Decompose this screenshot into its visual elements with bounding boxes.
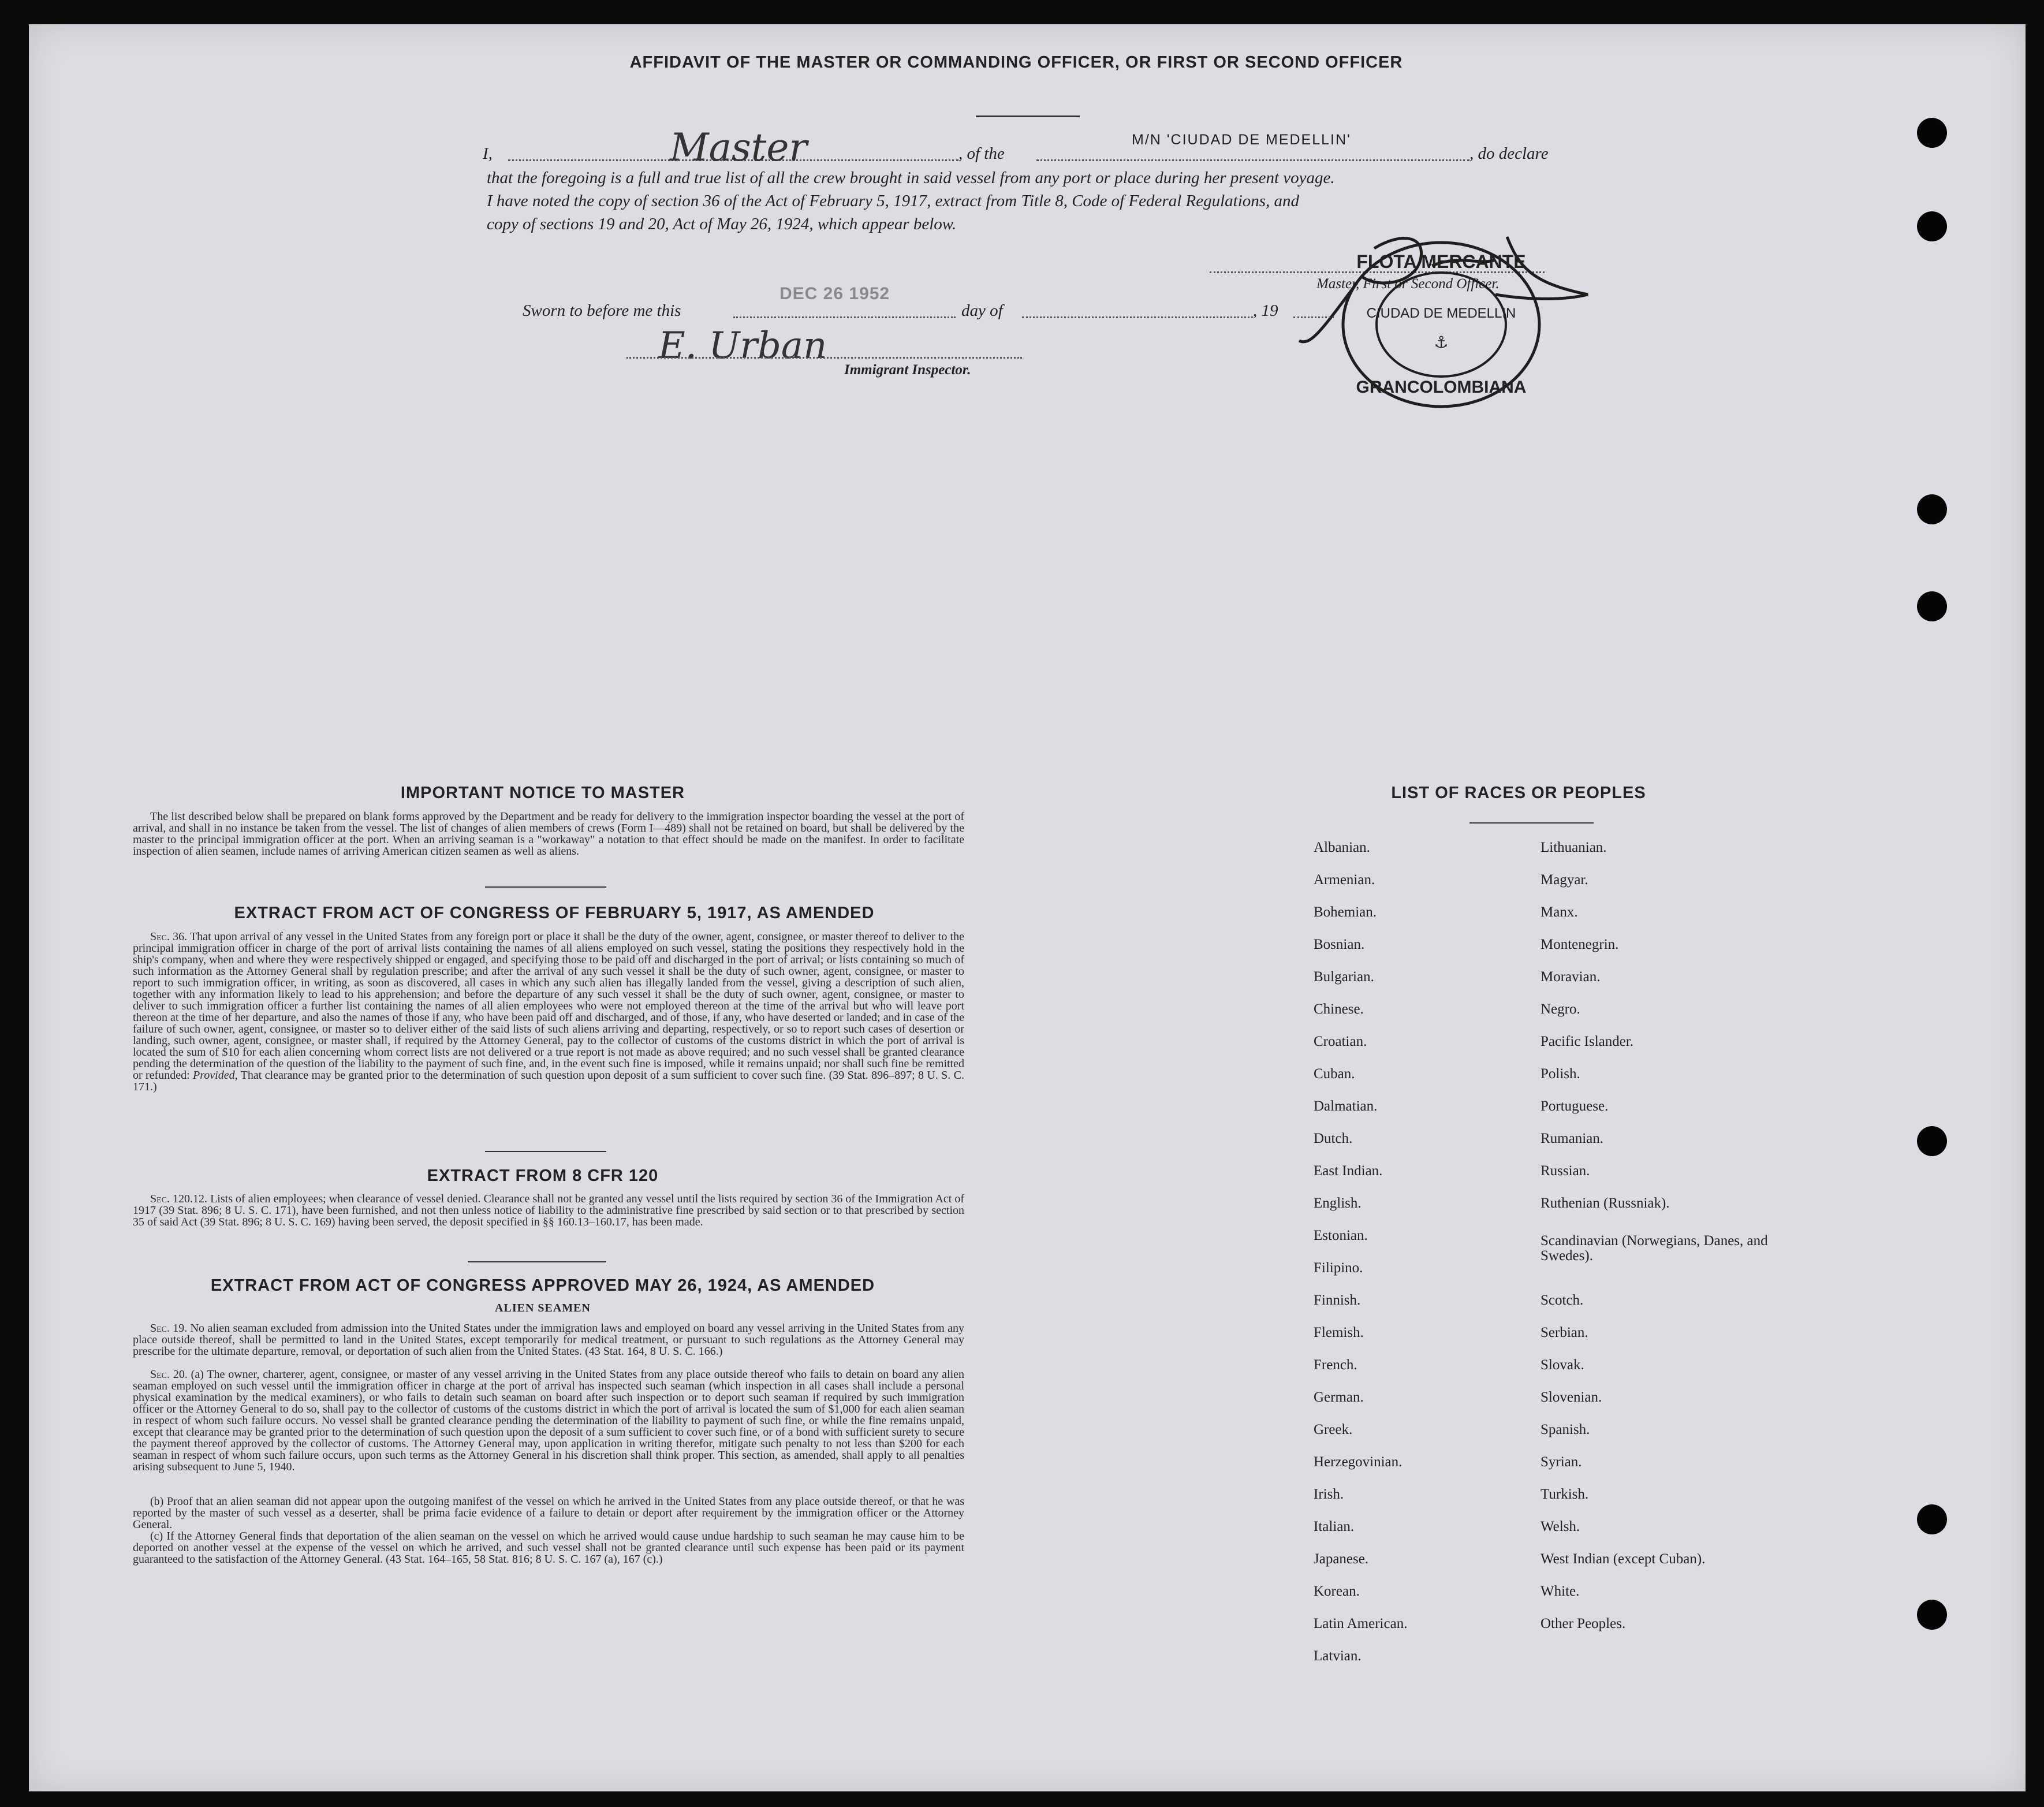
race-item: Syrian.: [1541, 1454, 1582, 1470]
race-item: Armenian.: [1314, 872, 1375, 888]
race-item: Pacific Islander.: [1541, 1034, 1634, 1049]
vessel-line: [1036, 159, 1469, 161]
race-item: Latvian.: [1314, 1648, 1362, 1664]
alien-seamen-subtitle: ALIEN SEAMEN: [495, 1302, 591, 1314]
punch-hole: [1917, 494, 1947, 524]
race-item: Bosnian.: [1314, 937, 1365, 952]
extract2-body: [133, 1193, 964, 1228]
sec20a-text: (a) The owner, charterer, agent, consignee, or master of any vessel arriving in the United States from any place outside thereof who fails to detain on board any alien seaman employed on such vessel until the immigration officer in charge at the port of arrival has inspected such seaman (which inspection in all cases shall include a personal physical examination by the medical examiners), or who fails to detain such seaman on board after such inspection or to deport such seaman if required by such immigration officer or the Attorney General to do so, shall pay to the collector of customs of the customs district in which the port of arrival is located the sum of $1,000 for each alien seaman in respect of whom such failure occurs. No vessel shall be granted clearance pending the determination of the liability to payment of such fine, or while the fine remains unpaid, except that clearance may be granted prior to the determination of such question upon the deposit of a sum sufficient to cover such fine, or of a bond with sufficient surety to secure the payment thereof approved by the collector of customs. The Attorney General may, upon application in writing therefor, mitigate such penalty to not less than $200 for each seaman in respect of whom such failure occurs, upon such terms as the Attorney General in his discretion shall think proper. This section, as amended, shall apply to all penalties arising subsequent to June 5, 1940.: [133, 1368, 965, 1473]
affidavit-of-the: , of the: [958, 144, 1005, 163]
race-item: Greek.: [1314, 1422, 1353, 1437]
race-item: Slovenian.: [1541, 1389, 1602, 1405]
sec20b-text: (b) Proof that an alien seaman did not appear upon the outgoing manifest of the vessel on which he arrived in the United States from any place outside thereof, or that he was reported by the master of such vessel as a deserter, shall be prima facie evidence of a failure to detain or deport after requirement by the immigration officer or the Attorney General.: [133, 1495, 964, 1531]
affidavit-title: AFFIDAVIT OF THE MASTER OR COMMANDING OFFICER, OR FIRST OR SECOND OFFICER: [629, 53, 1403, 72]
race-item: Chinese.: [1314, 1001, 1364, 1017]
extract3-sec20b: [133, 1496, 964, 1530]
affidavit-declare: , do declare: [1469, 144, 1549, 163]
race-item: Bulgarian.: [1314, 969, 1374, 985]
affidavit-line-4: copy of sections 19 and 20, Act of May 26, 1924, which appear below.: [487, 215, 957, 233]
sworn-month-line: [1022, 316, 1253, 318]
race-item: Polish.: [1541, 1066, 1580, 1082]
race-item: Italian.: [1314, 1519, 1355, 1534]
sec19-text: No alien seaman excluded from admission into the United States under the immigration laws and employed on board any vessel arriving in the United States from any place outside thereof, shall be permitted to land in the United States, except temporarily for medical treatment, or pursuant to such regulations as the Attorney General may prescribe for the ultimate departure, removal, or deportation of such alien from the United States. (43 Stat. 164, 8 U. S. C. 166.): [133, 1322, 964, 1358]
extract3-sec19: [133, 1322, 964, 1357]
race-item: Dalmatian.: [1314, 1098, 1378, 1114]
officer-caption: Master, First or Second Officer.: [1316, 276, 1500, 292]
inspector-caption: Immigrant Inspector.: [844, 362, 971, 378]
race-item: Lithuanian.: [1541, 840, 1607, 855]
anchor-icon: ⚓: [1434, 333, 1449, 352]
race-item: Albanian.: [1314, 840, 1370, 855]
extract2-title: EXTRACT FROM 8 CFR 120: [427, 1167, 659, 1185]
sec36-text-end: That clearance may be granted prior to the determination of such question upon deposit of a sum sufficient to cover such fine. (39 Stat. 896–897; 8 U. S. C. 171.): [133, 1069, 965, 1093]
affidavit-line-3: I have noted the copy of section 36 of the Act of February 5, 1917, extract from Title 8, Code of Federal Regulations, and: [487, 192, 1300, 210]
punch-hole: [1917, 118, 1947, 148]
punch-hole: [1917, 211, 1947, 241]
race-item: Rumanian.: [1541, 1131, 1604, 1146]
sec36-proviso: Provided,: [193, 1069, 238, 1082]
sec120-label: Sec. 120.12.: [150, 1193, 208, 1205]
races-divider: [1469, 822, 1594, 824]
race-item: Magyar.: [1541, 872, 1588, 888]
affidavit-line-2: that the foregoing is a full and true list of all the crew brought in said vessel from any port or place during her present voyage.: [487, 169, 1335, 187]
race-item: East Indian.: [1314, 1163, 1383, 1179]
race-item: Turkish.: [1541, 1486, 1589, 1502]
vessel-name: M/N 'CIUDAD DE MEDELLIN': [1132, 132, 1351, 148]
races-title: LIST OF RACES OR PEOPLES: [1391, 784, 1646, 802]
race-item: Filipino.: [1314, 1260, 1363, 1276]
race-item: Croatian.: [1314, 1034, 1367, 1049]
date-stamp: DEC 26 1952: [779, 284, 890, 303]
race-item: Estonian.: [1314, 1228, 1368, 1243]
race-item: Ruthenian (Russniak).: [1541, 1195, 1670, 1211]
notice-body-text: The list described below shall be prepared on blank forms approved by the Department and be ready for delivery to the immigration inspector boarding the vessel at the port of arrival, and shall in no instance be taken from the vessel. The list of changes of alien members of crews (Form I—489) shall not be retained on board, but shall be delivered by the master to the principal immigration officer at the port. When an arriving seaman is a "workaway" a notation to that effect should be made on the manifest. In order to facilitate inspection of alien seamen, include names of arriving American citizen seamen as well as aliens.: [133, 810, 964, 858]
affidavit-i: I,: [483, 144, 493, 163]
seal-top-text: FLOTA MERCANTE: [1356, 251, 1526, 272]
race-item: Welsh.: [1541, 1519, 1580, 1534]
race-item: Herzegovinian.: [1314, 1454, 1403, 1470]
sworn-label: Sworn to before me this: [523, 301, 681, 320]
race-item: Manx.: [1541, 904, 1578, 920]
race-item: Montenegrin.: [1541, 937, 1619, 952]
day-of-label: day of: [961, 301, 1003, 320]
race-item: Irish.: [1314, 1486, 1344, 1502]
race-item: Flemish.: [1314, 1325, 1364, 1340]
seal-middle-text: CIUDAD DE MEDELLIN: [1366, 305, 1516, 321]
extract1-divider: [485, 1151, 606, 1152]
race-item: Russian.: [1541, 1163, 1590, 1179]
sworn-year-line: [1293, 316, 1334, 318]
race-item: Spanish.: [1541, 1422, 1590, 1437]
seal-bottom-text: GRANCOLOMBIANA: [1356, 378, 1527, 397]
extract3-title: EXTRACT FROM ACT OF CONGRESS APPROVED MAY 26, 1924, AS AMENDED: [210, 1276, 875, 1295]
notice-divider: [485, 886, 606, 888]
race-item: Cuban.: [1314, 1066, 1355, 1082]
inspector-signature-text: E. Urban: [658, 325, 827, 367]
notice-title: IMPORTANT NOTICE TO MASTER: [400, 784, 685, 802]
extract2-divider: [468, 1261, 606, 1262]
race-item: West Indian (except Cuban).: [1541, 1551, 1706, 1567]
master-signature: [664, 120, 907, 172]
race-item: Japanese.: [1314, 1551, 1369, 1567]
sec20c-text: (c) If the Attorney General finds that deportation of the alien seaman on the vessel on which he arrived would cause undue hardship to such seaman he may cause him to be deported on another vessel at the expense of the vessel on which he arrived, and such vessel shall not be granted clearance until such expense has been paid or its payment guaranteed to the satisfaction of the Attorney General. (43 Stat. 164–165, 58 Stat. 816; 8 U. S. C. 167 (a), 167 (c).): [133, 1530, 964, 1566]
race-item: Scandinavian (Norwegians, Danes, and Swedes).: [1541, 1233, 1768, 1264]
race-item: Serbian.: [1541, 1325, 1588, 1340]
race-item: English.: [1314, 1195, 1362, 1211]
race-item: Scotch.: [1541, 1292, 1584, 1308]
punch-hole: [1917, 1600, 1947, 1630]
company-seal: [1338, 238, 1546, 411]
race-item: Moravian.: [1541, 969, 1601, 985]
race-item: Bohemian.: [1314, 904, 1377, 920]
race-item: White.: [1541, 1584, 1580, 1599]
race-item: Other Peoples.: [1541, 1616, 1626, 1631]
race-item: Latin American.: [1314, 1616, 1408, 1631]
race-item: Finnish.: [1314, 1292, 1361, 1308]
year-label: , 19: [1253, 301, 1278, 320]
punch-hole: [1917, 1126, 1947, 1156]
punch-hole: [1917, 591, 1947, 621]
punch-hole: [1917, 1504, 1947, 1534]
inspector-line: [626, 357, 1022, 359]
race-item: Negro.: [1541, 1001, 1580, 1017]
sec120-text: Lists of alien employees; when clearance of vessel denied. Clearance shall not be granted any vessel until the lists required by section 36 of the Immigration Act of 1917 (39 Stat. 896; 8 U. S. C. 171), have been furnished, and not then unless notice of liability to the administrative fine prescribed by said section or to that prescribed by section 35 of said Act (39 Stat. 896; 8 U. S. C. 169) having been served, the deposit specified in §§ 160.13–160.17, has been made.: [133, 1193, 965, 1228]
master-signature-text: Master: [670, 125, 807, 170]
race-item: French.: [1314, 1357, 1357, 1373]
extract3-sec20c: [133, 1530, 964, 1565]
race-item: Slovak.: [1541, 1357, 1584, 1373]
race-item: German.: [1314, 1389, 1364, 1405]
sec36-label: Sec. 36.: [150, 930, 188, 943]
extract1-title: EXTRACT FROM ACT OF CONGRESS OF FEBRUARY 5, 1917, AS AMENDED: [234, 904, 875, 922]
title-divider: [976, 116, 1080, 117]
race-item: Dutch.: [1314, 1131, 1353, 1146]
race-item: Portuguese.: [1541, 1098, 1609, 1114]
sec36-text: That upon arrival of any vessel in the United States from any foreign port or place it shall be the duty of the owner, agent, consignee, or master thereof to deliver to the principal immigration officer in charge of the port of arrival lists containing the names of all aliens employed on such vessel, stating the positions they respectively hold in the ship's company, when and where they were respectively shipped or engaged, and specifying those to be paid off and discharged in the port of arrival; or lists containing so much of such information as the Attorney General shall by regulation prescribe; and after the arrival of any such vessel it shall be the duty of such owner, agent, consignee, or master to report to such immigration officer, in writing, as soon as discovered, all cases in which any such alien has illegally landed from the vessel, giving a description of such alien, together with any information likely to lead to his apprehension; and before the departure of any such vessel it shall be the duty of such owner, agent, consignee, or master to deliver to such immigration officer a further list containing the names of all alien employees who were not employed thereon at the time of the arrival but who will leave port thereon at the time of her departure, and also the names of those if any, who have been paid off and discharged, and of those, if any, who have deserted or landed; and in case of the failure of such owner, agent, consignee, or master so to deliver either of the said lists of such aliens arriving and departing, respectively, or so to report such cases of desertion or landing, such owner, agent, consignee, or master shall, if required by the Attorney General, pay to the collector of customs of the customs district in which the port of arrival is located the sum of $10 for each alien concerning whom correct lists are not delivered or a true report is not made as above required; and no such vessel shall be granted clearance pending the determination of the question of the liability to the payment of such fine, and, in the event such fine is imposed, while it remains unpaid; nor shall such fine be remitted or refunded:: [133, 930, 964, 1082]
extract1-body: [133, 931, 964, 1093]
sec20-label: Sec. 20.: [150, 1368, 188, 1381]
sec19-label: Sec. 19.: [150, 1322, 188, 1335]
notice-body: [133, 811, 964, 857]
race-item: Korean.: [1314, 1584, 1360, 1599]
extract3-sec20a: [133, 1369, 964, 1473]
